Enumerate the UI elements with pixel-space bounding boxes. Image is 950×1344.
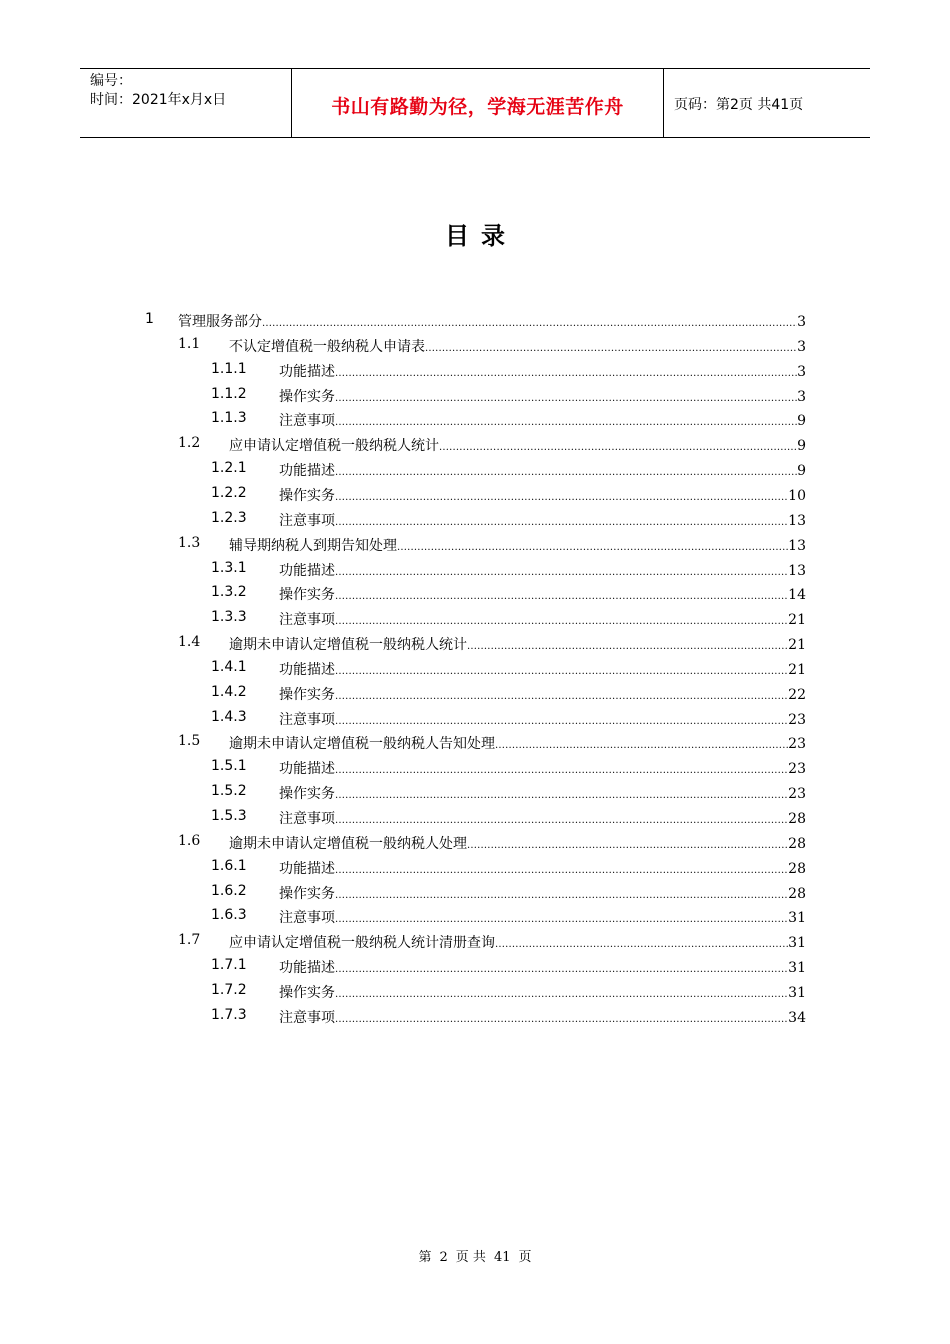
toc-entry-number: 1.2.3	[211, 509, 247, 526]
toc-entry-number: 1.3.2	[211, 584, 247, 601]
toc-entry-page: 9	[797, 438, 806, 455]
toc-entry[interactable]	[0, 905, 950, 929]
toc-entry-number: 1.3	[178, 534, 201, 551]
toc-entry-number: 1.6	[178, 832, 201, 849]
toc-entry-number: 1.2.1	[211, 460, 247, 477]
toc-dot-leader	[335, 790, 788, 801]
toc-entry[interactable]	[0, 508, 950, 532]
toc-entry-page: 31	[788, 984, 806, 1001]
toc-entry[interactable]	[0, 582, 950, 606]
toc-entry-page: 21	[788, 612, 806, 629]
serial-number-label: 编号：	[90, 73, 132, 89]
toc-entry[interactable]	[0, 980, 950, 1004]
toc-entry-number: 1.6.3	[211, 907, 247, 924]
toc-entry-page: 3	[797, 338, 806, 355]
toc-entry-number: 1.3.1	[211, 559, 247, 576]
toc-entry-page: 3	[797, 388, 806, 405]
toc-entry-number: 1.7.1	[211, 957, 247, 974]
toc-entry-label: 注意事项	[279, 1009, 335, 1026]
date-label: 时间：2021年x月x日	[90, 92, 227, 108]
toc-entry[interactable]	[0, 881, 950, 905]
toc-entry-label: 功能描述	[279, 761, 335, 778]
toc-entry[interactable]	[0, 806, 950, 830]
toc-entry-number: 1.6.2	[211, 882, 247, 899]
toc-entry-label: 操作实务	[279, 984, 335, 1001]
toc-dot-leader	[335, 368, 797, 379]
document-title: 目录	[445, 222, 517, 250]
toc-entry-label: 功能描述	[279, 960, 335, 977]
toc-entry-label: 逾期未申请认定增值税一般纳税人处理	[229, 835, 467, 852]
toc-entry[interactable]	[0, 632, 950, 656]
toc-entry[interactable]	[0, 756, 950, 780]
toc-entry[interactable]	[0, 309, 950, 333]
toc-entry-label: 注意事项	[279, 413, 335, 430]
toc-dot-leader	[335, 691, 788, 702]
toc-entry-page: 23	[788, 736, 806, 753]
toc-entry-number: 1.5	[178, 733, 201, 750]
toc-entry[interactable]	[0, 930, 950, 954]
footer-current-page: 2	[439, 1250, 448, 1265]
toc-entry-number: 1.3.3	[211, 609, 247, 626]
toc-entry-number: 1.2	[178, 435, 201, 452]
header-motto-cell	[292, 69, 664, 137]
toc-dot-leader	[495, 740, 788, 751]
toc-entry-label: 逾期未申请认定增值税一般纳税人告知处理	[229, 736, 495, 753]
toc-entry-number: 1.5.1	[211, 758, 247, 775]
toc-entry-label: 功能描述	[279, 463, 335, 480]
toc-entry[interactable]	[0, 731, 950, 755]
toc-entry[interactable]	[0, 856, 950, 880]
toc-entry-page: 9	[797, 463, 806, 480]
toc-dot-leader	[335, 1014, 788, 1025]
toc-dot-leader	[335, 716, 788, 727]
toc-entry-page: 28	[788, 835, 806, 852]
toc-entry-page: 13	[788, 562, 806, 579]
toc-entry-page: 28	[788, 811, 806, 827]
toc-entry-label: 功能描述	[279, 363, 335, 380]
toc-entry-page: 14	[788, 587, 806, 604]
toc-entry-page: 23	[788, 711, 806, 728]
footer-prefix: 第	[418, 1250, 432, 1265]
toc-entry-page: 31	[788, 910, 806, 927]
toc-entry-label: 应申请认定增值税一般纳税人统计清册查询	[229, 935, 495, 952]
toc-entry[interactable]	[0, 558, 950, 582]
toc-entry[interactable]	[0, 483, 950, 507]
toc-dot-leader	[335, 815, 788, 826]
toc-entry[interactable]	[0, 955, 950, 979]
toc-entry[interactable]	[0, 657, 950, 681]
toc-dot-leader	[335, 914, 788, 925]
toc-entry-page: 23	[788, 761, 806, 778]
toc-entry-number: 1.1.2	[211, 385, 247, 402]
toc-entry[interactable]	[0, 458, 950, 482]
toc-entry[interactable]	[0, 682, 950, 706]
toc-entry[interactable]	[0, 781, 950, 805]
toc-dot-leader	[467, 641, 788, 652]
toc-entry-label: 操作实务	[279, 786, 335, 803]
toc-dot-leader	[495, 939, 788, 950]
toc-dot-leader	[335, 666, 788, 677]
toc-dot-leader	[335, 492, 788, 503]
toc-dot-leader	[335, 517, 788, 528]
toc-entry-number: 1.4.2	[211, 683, 247, 700]
toc-entry-label: 辅导期纳税人到期告知处理	[229, 537, 397, 554]
toc-entry-label: 功能描述	[279, 562, 335, 579]
toc-entry-label: 注意事项	[279, 512, 335, 529]
toc-entry-number: 1.4.3	[211, 708, 247, 725]
toc-entry-label: 操作实务	[279, 587, 335, 604]
toc-entry-label: 注意事项	[279, 910, 335, 927]
toc-dot-leader	[335, 393, 797, 404]
toc-dot-leader	[335, 567, 788, 578]
toc-entry-page: 22	[788, 686, 806, 703]
toc-entry-number: 1.1.3	[211, 410, 247, 427]
toc-entry[interactable]	[0, 707, 950, 731]
footer-total-pages: 41	[493, 1250, 511, 1265]
toc-entry-page: 23	[788, 786, 806, 803]
toc-entry[interactable]	[0, 433, 950, 457]
toc-entry-number: 1	[145, 311, 154, 327]
toc-entry-number: 1.7	[178, 932, 201, 949]
toc-dot-leader	[439, 442, 797, 453]
toc-entry[interactable]	[0, 831, 950, 855]
toc-dot-leader	[335, 591, 788, 602]
toc-entry-label: 管理服务部分	[178, 314, 262, 330]
toc-entry[interactable]	[0, 334, 950, 358]
toc-dot-leader	[262, 318, 797, 329]
toc-entry-page: 28	[788, 885, 806, 902]
toc-entry-label: 应申请认定增值税一般纳税人统计	[229, 438, 439, 455]
toc-dot-leader	[335, 616, 788, 627]
header-page-info-cell	[664, 69, 870, 137]
toc-dot-leader	[335, 964, 788, 975]
footer-suffix: 页	[518, 1250, 532, 1265]
toc-entry-number: 1.5.2	[211, 783, 247, 800]
toc-entry-label: 注意事项	[279, 711, 335, 728]
toc-entry-page: 34	[788, 1009, 806, 1026]
toc-entry[interactable]	[0, 607, 950, 631]
toc-entry-page: 31	[788, 935, 806, 952]
toc-entry-number: 1.7.2	[211, 981, 247, 998]
toc-entry-page: 21	[788, 637, 806, 654]
toc-entry-number: 1.6.1	[211, 857, 247, 874]
toc-entry-label: 操作实务	[279, 686, 335, 703]
toc-entry-number: 1.4	[178, 634, 201, 651]
toc-entry[interactable]	[0, 1005, 950, 1029]
toc-entry-label: 注意事项	[279, 811, 335, 827]
toc-entry-number: 1.5.3	[211, 808, 247, 824]
toc-entry-label: 不认定增值税一般纳税人申请表	[229, 338, 425, 355]
toc-dot-leader	[335, 989, 788, 1000]
toc-entry-page: 13	[788, 537, 806, 554]
page-header	[80, 68, 870, 138]
toc-entry-number: 1.1	[178, 335, 201, 352]
toc-dot-leader	[335, 765, 788, 776]
toc-entry-page: 21	[788, 661, 806, 678]
toc-entry-label: 功能描述	[279, 661, 335, 678]
header-page-info: 页码：第2页 共41页	[674, 97, 804, 113]
toc-entry-label: 注意事项	[279, 612, 335, 629]
header-motto: 书山有路勤为径，学海无涯苦作舟	[331, 95, 624, 118]
page-footer	[0, 1246, 950, 1265]
toc-entry-page: 28	[788, 860, 806, 877]
toc-dot-leader	[397, 542, 788, 553]
toc-entry-page: 10	[788, 487, 806, 504]
toc-entry[interactable]	[0, 533, 950, 557]
toc-entry-page: 31	[788, 960, 806, 977]
toc-entry-page: 3	[797, 363, 806, 380]
toc-entry-number: 1.4.1	[211, 658, 247, 675]
toc-entry-label: 操作实务	[279, 388, 335, 405]
toc-entry[interactable]	[0, 359, 950, 383]
toc-entry-label: 功能描述	[279, 860, 335, 877]
toc-entry-number: 1.2.2	[211, 484, 247, 501]
toc-dot-leader	[335, 467, 797, 478]
header-meta-cell	[80, 69, 292, 137]
toc-dot-leader	[425, 343, 797, 354]
toc-entry-number: 1.7.3	[211, 1006, 247, 1023]
toc-entry-page: 9	[797, 413, 806, 430]
toc-entry-page: 3	[797, 314, 806, 330]
toc-entry[interactable]	[0, 408, 950, 432]
toc-entry-label: 逾期未申请认定增值税一般纳税人统计	[229, 637, 467, 654]
toc-entry[interactable]	[0, 384, 950, 408]
toc-entry-label: 操作实务	[279, 885, 335, 902]
footer-middle: 页 共	[455, 1250, 486, 1265]
toc-entry-number: 1.1.1	[211, 360, 247, 377]
toc-entry-page: 13	[788, 512, 806, 529]
toc-dot-leader	[335, 890, 788, 901]
toc-dot-leader	[335, 865, 788, 876]
toc-dot-leader	[467, 840, 788, 851]
toc-entry-label: 操作实务	[279, 487, 335, 504]
toc-dot-leader	[335, 417, 797, 428]
